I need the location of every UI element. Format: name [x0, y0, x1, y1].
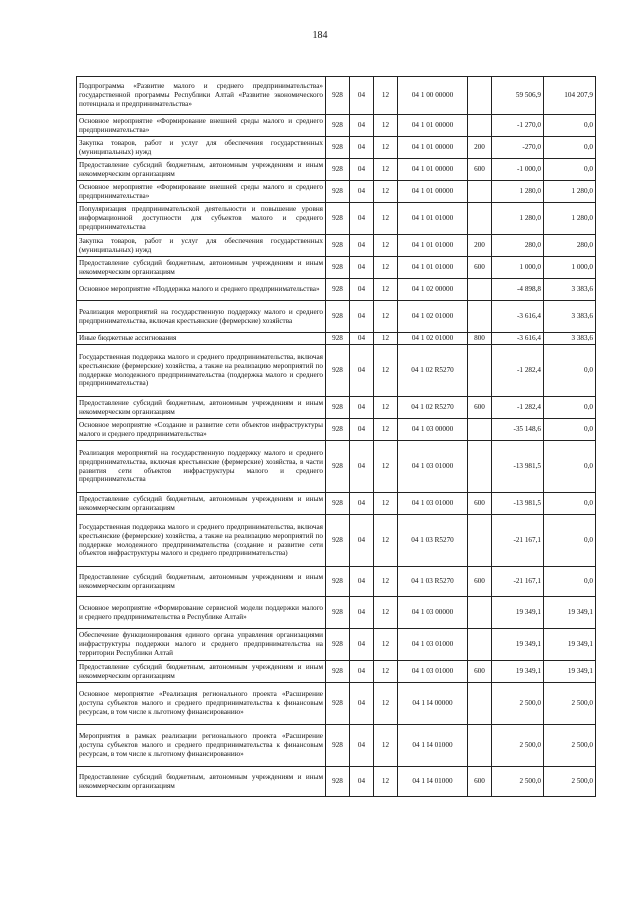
row-sum-2: 2 500,0 [544, 683, 596, 725]
row-pr-code: 12 [374, 661, 398, 683]
row-sum-2: 19 349,1 [544, 597, 596, 629]
row-rz-code: 04 [350, 397, 374, 419]
table-row [77, 629, 596, 661]
table-row [77, 515, 596, 567]
row-gr-code: 928 [326, 397, 350, 419]
row-vr-code [468, 301, 492, 333]
row-name: Основное мероприятие «Создание и развитие сети объектов инфраструктуры малого и среднего предпринимательства» [77, 419, 326, 441]
row-rz-code: 04 [350, 441, 374, 493]
row-pr-code: 12 [374, 301, 398, 333]
row-sum-1: -13 981,5 [492, 493, 544, 515]
table-row [77, 159, 596, 181]
row-csr-code: 04 1 00 00000 [398, 77, 468, 115]
row-gr-code: 928 [326, 159, 350, 181]
table-row [77, 493, 596, 515]
row-sum-2: 2 500,0 [544, 767, 596, 797]
row-gr-code: 928 [326, 767, 350, 797]
row-pr-code: 12 [374, 683, 398, 725]
row-vr-code [468, 345, 492, 397]
row-vr-code: 600 [468, 767, 492, 797]
row-pr-code: 12 [374, 493, 398, 515]
row-sum-1: 280,0 [492, 235, 544, 257]
row-pr-code: 12 [374, 767, 398, 797]
row-sum-1: -1 000,0 [492, 159, 544, 181]
row-sum-1: 1 280,0 [492, 203, 544, 235]
row-sum-1: 1 000,0 [492, 257, 544, 279]
row-sum-1: 2 500,0 [492, 683, 544, 725]
table-row [77, 181, 596, 203]
row-vr-code [468, 683, 492, 725]
table-row [77, 767, 596, 797]
row-name: Популяризация предпринимательской деятельности и повышение уровня информационной доступности для субъектов малого и среднего предпринимательства [77, 203, 326, 235]
row-name: Предоставление субсидий бюджетным, автономным учреждениям и иным некоммерческим организациям [77, 767, 326, 797]
row-gr-code: 928 [326, 203, 350, 235]
row-sum-2: 0,0 [544, 137, 596, 159]
row-gr-code: 928 [326, 661, 350, 683]
row-sum-2: 0,0 [544, 159, 596, 181]
row-sum-2: 19 349,1 [544, 629, 596, 661]
row-vr-code [468, 515, 492, 567]
row-pr-code: 12 [374, 333, 398, 345]
row-csr-code: 04 1 03 01000 [398, 493, 468, 515]
row-sum-2: 280,0 [544, 235, 596, 257]
row-vr-code: 600 [468, 257, 492, 279]
row-csr-code: 04 1 03 01000 [398, 629, 468, 661]
row-csr-code: 04 1 02 01000 [398, 301, 468, 333]
row-sum-1: 19 349,1 [492, 597, 544, 629]
row-sum-2: 19 349,1 [544, 661, 596, 683]
row-name: Обеспечение функционирования единого органа управления организациями инфраструктуры поддержки малого и среднего предпринимательства на территории Республики Алтай [77, 629, 326, 661]
row-csr-code: 04 1 01 00000 [398, 115, 468, 137]
row-sum-1: -35 148,6 [492, 419, 544, 441]
row-gr-code: 928 [326, 419, 350, 441]
row-pr-code: 12 [374, 181, 398, 203]
row-sum-1: -1 270,0 [492, 115, 544, 137]
row-vr-code [468, 725, 492, 767]
row-sum-1: -13 981,5 [492, 441, 544, 493]
row-pr-code: 12 [374, 419, 398, 441]
row-sum-2: 0,0 [544, 397, 596, 419]
row-name: Подпрограмма «Развитие малого и среднего предпринимательства» государственной программы Республики Алтай «Развитие экономического потенциала и предпринимательства» [77, 77, 326, 115]
row-rz-code: 04 [350, 725, 374, 767]
row-gr-code: 928 [326, 137, 350, 159]
row-csr-code: 04 1 02 01000 [398, 333, 468, 345]
row-gr-code: 928 [326, 279, 350, 301]
row-vr-code [468, 203, 492, 235]
row-rz-code: 04 [350, 235, 374, 257]
row-gr-code: 928 [326, 725, 350, 767]
row-name: Основное мероприятие «Формирование сервисной модели поддержки малого и среднего предпринимательства в Республике Алтай» [77, 597, 326, 629]
row-csr-code: 04 1 02 00000 [398, 279, 468, 301]
row-csr-code: 04 1 03 01000 [398, 441, 468, 493]
row-gr-code: 928 [326, 301, 350, 333]
row-sum-1: 1 280,0 [492, 181, 544, 203]
row-pr-code: 12 [374, 115, 398, 137]
row-vr-code [468, 115, 492, 137]
row-vr-code: 600 [468, 397, 492, 419]
row-vr-code [468, 597, 492, 629]
row-sum-2: 0,0 [544, 419, 596, 441]
row-rz-code: 04 [350, 419, 374, 441]
row-name: Мероприятия в рамках реализации регионального проекта «Расширение доступа субъектов малого и среднего предпринимательства к финансовым ресурсам, в том числе к льготному финансированию» [77, 725, 326, 767]
row-rz-code: 04 [350, 767, 374, 797]
row-gr-code: 928 [326, 333, 350, 345]
row-name: Основное мероприятие «Формирование внешней среды малого и среднего предпринимательства» [77, 115, 326, 137]
table-body [77, 77, 596, 797]
row-csr-code: 04 1 02 R5270 [398, 397, 468, 419]
row-name: Основное мероприятие «Поддержка малого и среднего предпринимательства» [77, 279, 326, 301]
row-rz-code: 04 [350, 515, 374, 567]
row-sum-2: 1 000,0 [544, 257, 596, 279]
row-sum-1: 2 500,0 [492, 725, 544, 767]
budget-table [76, 76, 596, 797]
row-rz-code: 04 [350, 661, 374, 683]
table-row [77, 683, 596, 725]
row-sum-2: 0,0 [544, 345, 596, 397]
row-gr-code: 928 [326, 597, 350, 629]
row-rz-code: 04 [350, 597, 374, 629]
row-name: Государственная поддержка малого и среднего предпринимательства, включая крестьянские (фермерские) хозяйства, а также на реализацию мероприятий по поддержке молодежного предпринимательства (поддержка малого и среднего предпринимательства) [77, 345, 326, 397]
row-name: Закупка товаров, работ и услуг для обеспечения государственных (муниципальных) нужд [77, 137, 326, 159]
row-sum-1: -21 167,1 [492, 515, 544, 567]
row-name: Предоставление субсидий бюджетным, автономным учреждениям и иным некоммерческим организациям [77, 397, 326, 419]
row-vr-code [468, 629, 492, 661]
row-name: Предоставление субсидий бюджетным, автономным учреждениям и иным некоммерческим организациям [77, 661, 326, 683]
row-sum-2: 0,0 [544, 493, 596, 515]
row-csr-code: 04 1 03 R5270 [398, 567, 468, 597]
row-pr-code: 12 [374, 137, 398, 159]
row-name: Предоставление субсидий бюджетным, автономным учреждениям и иным некоммерческим организациям [77, 257, 326, 279]
table-row [77, 397, 596, 419]
row-csr-code: 04 1 I4 01000 [398, 767, 468, 797]
row-csr-code: 04 1 03 00000 [398, 419, 468, 441]
table-row [77, 257, 596, 279]
row-gr-code: 928 [326, 567, 350, 597]
row-rz-code: 04 [350, 629, 374, 661]
row-gr-code: 928 [326, 257, 350, 279]
row-name: Предоставление субсидий бюджетным, автономным учреждениям и иным некоммерческим организациям [77, 493, 326, 515]
row-pr-code: 12 [374, 159, 398, 181]
row-sum-2: 3 383,6 [544, 301, 596, 333]
row-vr-code: 200 [468, 235, 492, 257]
row-rz-code: 04 [350, 301, 374, 333]
row-sum-1: -21 167,1 [492, 567, 544, 597]
table-row [77, 597, 596, 629]
row-pr-code: 12 [374, 257, 398, 279]
row-vr-code: 600 [468, 661, 492, 683]
row-pr-code: 12 [374, 77, 398, 115]
row-csr-code: 04 1 01 00000 [398, 159, 468, 181]
row-gr-code: 928 [326, 515, 350, 567]
row-vr-code [468, 279, 492, 301]
table-row [77, 279, 596, 301]
row-csr-code: 04 1 01 00000 [398, 137, 468, 159]
row-sum-1: -3 616,4 [492, 333, 544, 345]
row-sum-1: 59 506,9 [492, 77, 544, 115]
row-vr-code: 600 [468, 493, 492, 515]
row-csr-code: 04 1 I4 01000 [398, 725, 468, 767]
row-sum-2: 1 280,0 [544, 181, 596, 203]
row-sum-2: 0,0 [544, 515, 596, 567]
row-gr-code: 928 [326, 235, 350, 257]
table-row [77, 333, 596, 345]
table-row [77, 661, 596, 683]
row-name: Реализация мероприятий на государственную поддержку малого и среднего предпринимательства, включая крестьянские (фермерские) хозяйства, в части развития сети объектов инфраструктуры малого и среднего предпринимательства [77, 441, 326, 493]
table-row [77, 301, 596, 333]
row-rz-code: 04 [350, 159, 374, 181]
row-rz-code: 04 [350, 333, 374, 345]
row-name: Иные бюджетные ассигнования [77, 333, 326, 345]
row-sum-2: 0,0 [544, 567, 596, 597]
row-vr-code: 600 [468, 567, 492, 597]
row-rz-code: 04 [350, 567, 374, 597]
row-rz-code: 04 [350, 345, 374, 397]
row-vr-code: 200 [468, 137, 492, 159]
row-pr-code: 12 [374, 345, 398, 397]
row-sum-2: 0,0 [544, 441, 596, 493]
table-row [77, 137, 596, 159]
table-row [77, 115, 596, 137]
row-pr-code: 12 [374, 725, 398, 767]
row-sum-1: 19 349,1 [492, 629, 544, 661]
row-name: Предоставление субсидий бюджетным, автономным учреждениям и иным некоммерческим организациям [77, 567, 326, 597]
row-rz-code: 04 [350, 77, 374, 115]
row-pr-code: 12 [374, 441, 398, 493]
page-number: 184 [312, 30, 328, 41]
row-rz-code: 04 [350, 203, 374, 235]
row-pr-code: 12 [374, 279, 398, 301]
row-sum-1: -4 898,8 [492, 279, 544, 301]
row-rz-code: 04 [350, 257, 374, 279]
row-csr-code: 04 1 01 00000 [398, 181, 468, 203]
row-pr-code: 12 [374, 515, 398, 567]
row-gr-code: 928 [326, 441, 350, 493]
row-name: Реализация мероприятий на государственную поддержку малого и среднего предпринимательства, включая крестьянские (фермерские) хозяйства [77, 301, 326, 333]
row-vr-code [468, 419, 492, 441]
row-rz-code: 04 [350, 137, 374, 159]
row-gr-code: 928 [326, 345, 350, 397]
row-vr-code [468, 181, 492, 203]
row-rz-code: 04 [350, 683, 374, 725]
row-rz-code: 04 [350, 181, 374, 203]
row-pr-code: 12 [374, 203, 398, 235]
row-sum-2: 0,0 [544, 115, 596, 137]
row-pr-code: 12 [374, 597, 398, 629]
row-name: Закупка товаров, работ и услуг для обеспечения государственных (муниципальных) нужд [77, 235, 326, 257]
row-pr-code: 12 [374, 397, 398, 419]
table-row [77, 419, 596, 441]
row-gr-code: 928 [326, 683, 350, 725]
row-name: Основное мероприятие «Формирование внешней среды малого и среднего предпринимательства» [77, 181, 326, 203]
row-rz-code: 04 [350, 279, 374, 301]
row-csr-code: 04 1 01 01000 [398, 203, 468, 235]
row-rz-code: 04 [350, 115, 374, 137]
row-gr-code: 928 [326, 493, 350, 515]
row-pr-code: 12 [374, 629, 398, 661]
table-row [77, 203, 596, 235]
row-sum-2: 104 207,9 [544, 77, 596, 115]
row-csr-code: 04 1 I4 00000 [398, 683, 468, 725]
row-sum-1: 19 349,1 [492, 661, 544, 683]
row-vr-code: 800 [468, 333, 492, 345]
row-vr-code: 600 [468, 159, 492, 181]
row-sum-2: 3 383,6 [544, 333, 596, 345]
table-row [77, 567, 596, 597]
row-sum-1: -1 282,4 [492, 345, 544, 397]
row-csr-code: 04 1 01 01000 [398, 257, 468, 279]
table-row [77, 235, 596, 257]
table-row [77, 77, 596, 115]
row-name: Основное мероприятие «Реализация регионального проекта «Расширение доступа субъектов малого и среднего предпринимательства к финансовым ресурсам, в том числе к льготному финансированию» [77, 683, 326, 725]
table-row [77, 725, 596, 767]
row-sum-1: 2 500,0 [492, 767, 544, 797]
row-csr-code: 04 1 01 01000 [398, 235, 468, 257]
row-vr-code [468, 441, 492, 493]
row-gr-code: 928 [326, 629, 350, 661]
row-sum-2: 1 280,0 [544, 203, 596, 235]
row-name: Государственная поддержка малого и среднего предпринимательства, включая крестьянские (фермерские) хозяйства, а также на реализацию мероприятий по поддержке молодежного предпринимательства (создание и развитие сети объектов инфраструктуры малого и среднего предпринимательства) [77, 515, 326, 567]
row-vr-code [468, 77, 492, 115]
row-sum-2: 3 383,6 [544, 279, 596, 301]
row-name: Предоставление субсидий бюджетным, автономным учреждениям и иным некоммерческим организациям [77, 159, 326, 181]
row-csr-code: 04 1 03 01000 [398, 661, 468, 683]
row-gr-code: 928 [326, 77, 350, 115]
table-row [77, 345, 596, 397]
row-gr-code: 928 [326, 115, 350, 137]
table-row [77, 441, 596, 493]
row-pr-code: 12 [374, 567, 398, 597]
row-gr-code: 928 [326, 181, 350, 203]
row-csr-code: 04 1 02 R5270 [398, 345, 468, 397]
row-pr-code: 12 [374, 235, 398, 257]
row-rz-code: 04 [350, 493, 374, 515]
row-csr-code: 04 1 03 R5270 [398, 515, 468, 567]
row-sum-1: -270,0 [492, 137, 544, 159]
row-sum-2: 2 500,0 [544, 725, 596, 767]
row-csr-code: 04 1 03 00000 [398, 597, 468, 629]
row-sum-1: -3 616,4 [492, 301, 544, 333]
row-sum-1: -1 282,4 [492, 397, 544, 419]
